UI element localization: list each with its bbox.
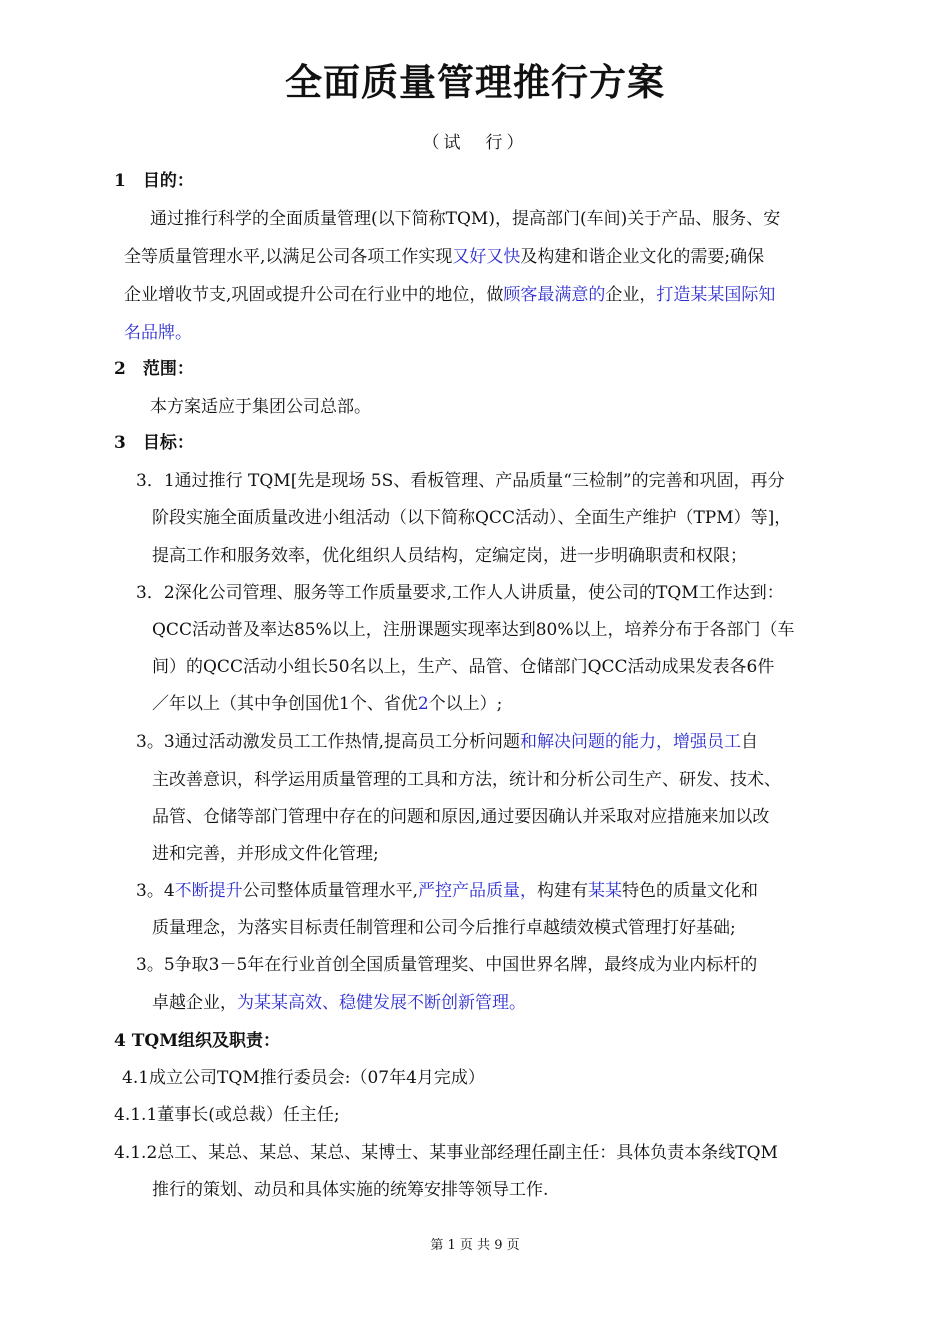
text-run: 特色的质量文化和 bbox=[622, 881, 759, 901]
goal-3-5-line bbox=[152, 988, 526, 1013]
goal-3-2-line: QCC活动普及率达85%以上，注册课题实现率达到80%以上，培养分布于各部门（车 bbox=[152, 620, 795, 640]
goal-3-1-line: 提高工作和服务效率，优化组织人员结构，定编定岗，进一步明确职责和权限； bbox=[152, 546, 747, 566]
goal-3-4-line bbox=[136, 876, 758, 901]
section-1-line: 通过推行科学的全面质量管理(以下简称TQM)，提高部门(车间)关于产品、服务、安 bbox=[150, 209, 781, 229]
section-2-heading: 2 范围： bbox=[114, 359, 194, 379]
goal-3-2-line: 间）的QCC活动小组长50名以上，生产、品管、仓储部门QCC活动成果发表各6件 bbox=[152, 657, 775, 677]
highlight-text: 为某某高效、稳健发展不断创新管理。 bbox=[237, 993, 526, 1013]
text-run: 自 bbox=[741, 732, 759, 752]
section-4-line: 推行的策划、动员和具体实施的统筹安排等领导工作. bbox=[152, 1180, 549, 1200]
section-2-line: 本方案适应于集团公司总部。 bbox=[150, 397, 371, 417]
section-4-line: 4.1成立公司TQM推行委员会:（07年4月完成） bbox=[122, 1068, 485, 1088]
highlight-text: 顾客最满意的 bbox=[503, 285, 606, 305]
goal-3-3-line: 进和完善，并形成文件化管理; bbox=[152, 844, 379, 864]
goal-3-3-line: 品管、仓储等部门管理中存在的问题和原因,通过要因确认并采取对应措施来加以改 bbox=[152, 807, 770, 827]
section-1-line bbox=[124, 242, 764, 267]
section-4-heading: 4 TQM组织及职责： bbox=[114, 1031, 281, 1051]
page-footer: 第 1 页 共 9 页 bbox=[430, 1238, 520, 1253]
goal-3-3-line: 主改善意识，科学运用质量管理的工具和方法，统计和分析公司生产、研发、技术、 bbox=[152, 770, 781, 790]
goal-3-1-line: 阶段实施全面质量改进小组活动（以下简称QCC活动）、全面生产维护（TPM）等]， bbox=[152, 508, 792, 528]
highlight-text: 某某 bbox=[588, 881, 623, 901]
highlight-text: 严控产品质量， bbox=[418, 881, 538, 901]
highlight-text: 又好又快 bbox=[452, 247, 521, 267]
text-run: 企业增收节支,巩固或提升公司在行业中的地位，做 bbox=[124, 285, 504, 305]
text-run: 构建有 bbox=[537, 881, 589, 901]
goal-3-3-line bbox=[136, 727, 758, 752]
text-run: 3。4 bbox=[136, 881, 175, 901]
text-run: 全等质量管理水平,以满足公司各项工作实现 bbox=[124, 247, 453, 267]
goal-3-5-line: 3。5争取3－5年在行业首创全国质量管理奖、中国世界名牌，最终成为业内标杆的 bbox=[136, 955, 758, 975]
text-run: 3。3通过活动激发员工工作热情,提高员工分析问题 bbox=[136, 732, 521, 752]
page-subtitle: （试 行） bbox=[422, 133, 528, 153]
highlight-text: 2 bbox=[417, 694, 429, 714]
goal-3-2-line: 3．2深化公司管理、服务等工作质量要求,工作人人讲质量，使公司的TQM工作达到： bbox=[136, 583, 784, 603]
section-4-line: 4.1.2总工、某总、某总、某总、某博士、某事业部经理任副主任：具体负责本条线TQM bbox=[114, 1143, 778, 1163]
section-1-line bbox=[124, 280, 775, 305]
highlight-text: 和解决问题的能力，增强员工 bbox=[520, 732, 742, 752]
section-4-line: 4.1.1董事长(或总裁）任主任; bbox=[114, 1105, 340, 1125]
section-1-heading: 1 目的： bbox=[114, 171, 194, 191]
highlight-text: 不断提升 bbox=[174, 881, 243, 901]
section-1-line: 名品牌。 bbox=[124, 323, 192, 343]
text-run: 企业， bbox=[605, 285, 657, 305]
goal-3-1-line: 3．1通过推行 TQM[先是现场 5S、看板管理、产品质量“三检制”的完善和巩固，再分 bbox=[136, 471, 785, 491]
highlight-text: 打造某某国际知 bbox=[656, 285, 776, 305]
page-title: 全面质量管理推行方案 bbox=[285, 61, 665, 104]
text-run: ／年以上（其中争创国优1个、省优 bbox=[152, 694, 418, 714]
text-run: 及构建和谐企业文化的需要;确保 bbox=[520, 247, 765, 267]
text-run: 个以上）; bbox=[428, 694, 503, 714]
goal-3-4-line: 质量理念，为落实目标责任制管理和公司今后推行卓越绩效模式管理打好基础; bbox=[152, 918, 736, 938]
section-3-heading: 3 目标： bbox=[114, 433, 194, 453]
goal-3-2-line bbox=[152, 689, 502, 714]
text-run: 公司整体质量管理水平, bbox=[242, 881, 419, 901]
text-run: 卓越企业， bbox=[152, 993, 237, 1013]
